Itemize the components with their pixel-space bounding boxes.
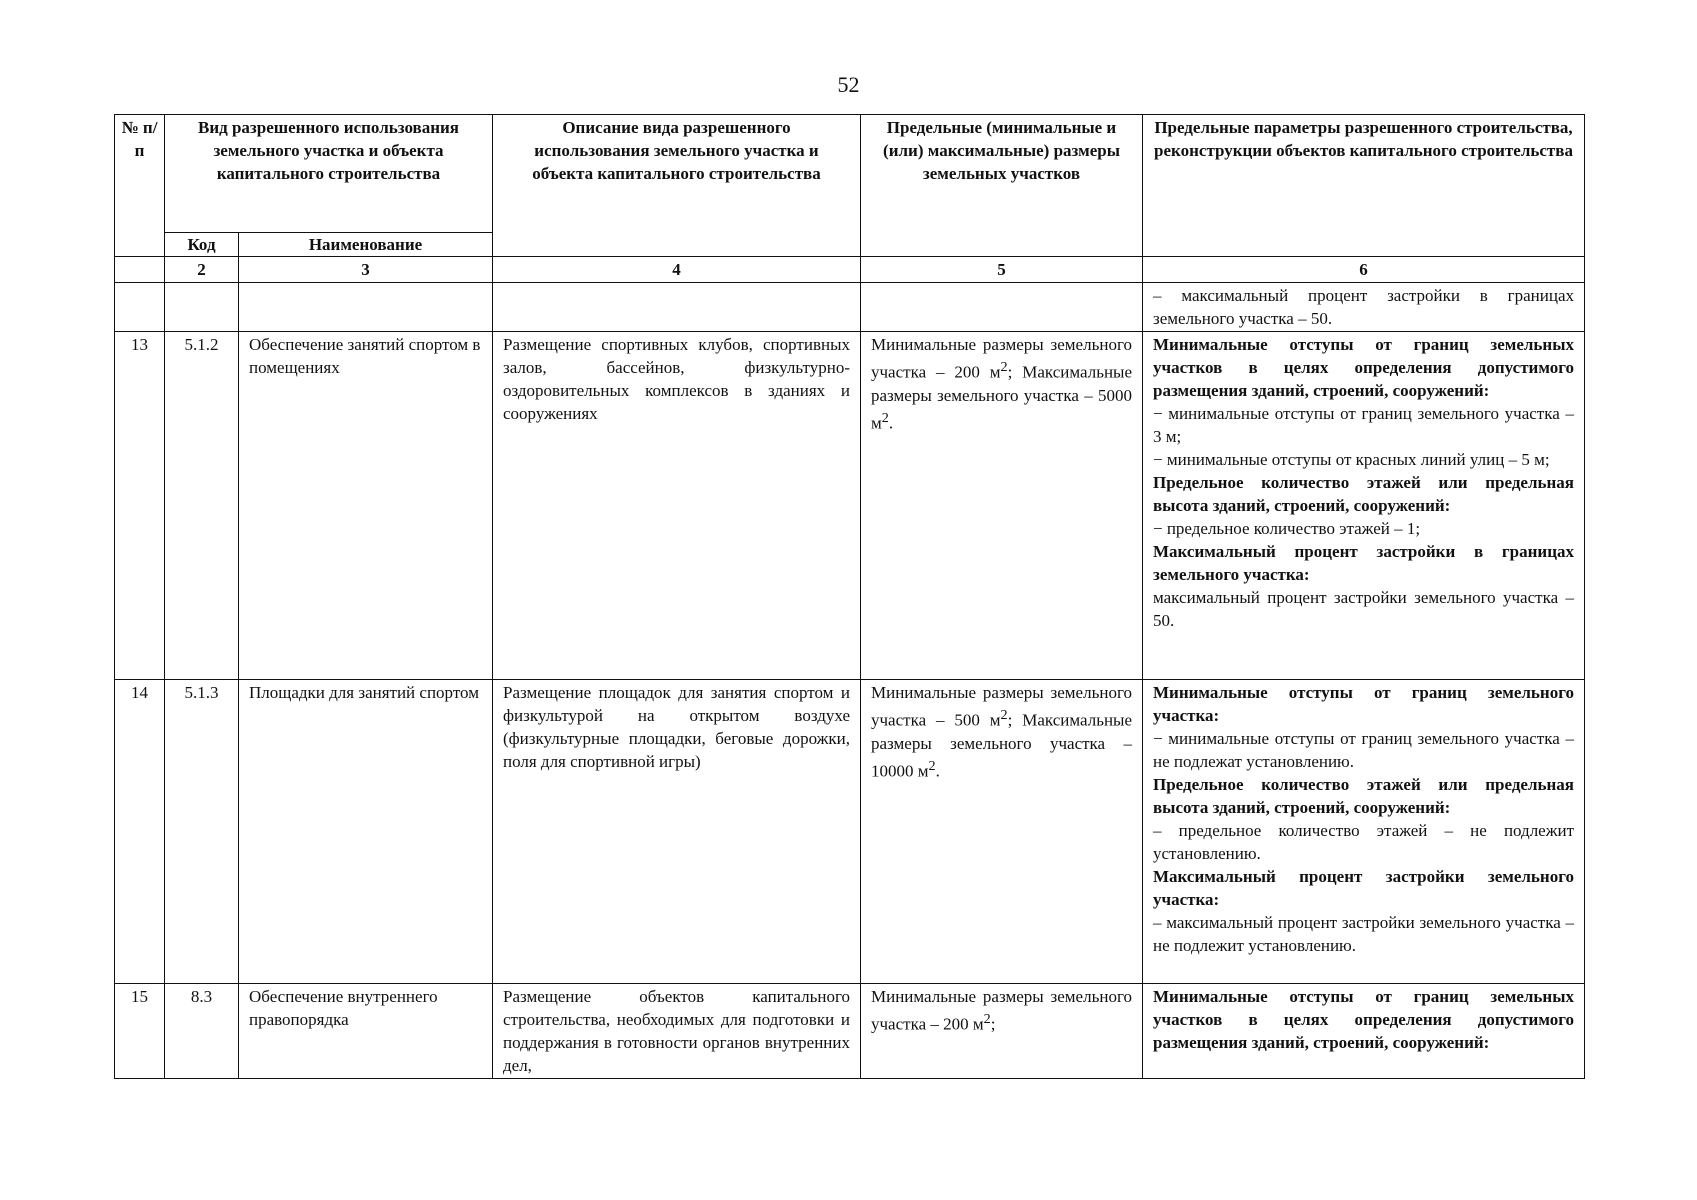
- continuation-params: – максимальный процент застройки в границах земельного участка – 50.: [1143, 283, 1585, 332]
- size-min: Минимальные размеры земельного участка – 200 м: [871, 335, 1132, 382]
- colnum-5: 5: [861, 257, 1143, 283]
- param-line: Минимальные отступы от границ земельного участка:: [1153, 683, 1574, 725]
- param-line: Минимальные отступы от границ земельных участков в целях определения допустимого размещения зданий, строений, сооружений:: [1153, 987, 1574, 1052]
- param-line: максимальный процент застройки земельного участка – 50.: [1153, 588, 1574, 630]
- header-description: Описание вида разрешенного использования земельного участка и объекта капитального строительства: [493, 115, 861, 257]
- param-line: Предельное количество этажей или предельная высота зданий, строений, сооружений:: [1153, 473, 1574, 515]
- row-description: Размещение спортивных клубов, спортивных залов, бассейнов, физкультурно-оздоровительных комплексов в зданиях и сооружениях: [493, 332, 861, 680]
- param-line: Предельное количество этажей или предельная высота зданий, строений, сооружений:: [1153, 775, 1574, 817]
- colnum-4: 4: [493, 257, 861, 283]
- row-description: Размещение площадок для занятия спортом и физкультурой на открытом воздухе (физкультурные площадки, беговые дорожки, поля для спортивной игры): [493, 680, 861, 984]
- param-line: − предельное количество этажей – 1;: [1153, 519, 1421, 538]
- row-code: 8.3: [165, 984, 239, 1079]
- colnum-2: 2: [165, 257, 239, 283]
- param-line: Максимальный процент застройки в границах земельного участка:: [1153, 542, 1574, 584]
- column-number-row: [115, 257, 1585, 283]
- table-row: [115, 984, 1585, 1079]
- header-sizes: Предельные (минимальные и (или) максимальные) размеры земельных участков: [861, 115, 1143, 257]
- header-naimenovanie: Наименование: [239, 233, 493, 257]
- colnum-6: 6: [1143, 257, 1585, 283]
- row-num: 15: [115, 984, 165, 1079]
- table-row: [115, 680, 1585, 984]
- row-name: Обеспечение занятий спортом в помещениях: [239, 332, 493, 680]
- colnum-3: 3: [239, 257, 493, 283]
- size-max: Максимальные размеры земельного участка – 10000 м: [871, 710, 1133, 781]
- row-num: 14: [115, 680, 165, 984]
- header-row: [115, 115, 1585, 233]
- row-code: 5.1.3: [165, 680, 239, 984]
- header-kod: Код: [165, 233, 239, 257]
- header-params: Предельные параметры разрешенного строительства, реконструкции объектов капитального строительства: [1143, 115, 1585, 257]
- size-min: Минимальные размеры земельного участка – 200 м: [871, 987, 1132, 1034]
- param-line: − минимальные отступы от границ земельного участка – 3 м;: [1153, 404, 1574, 446]
- row-name: Площадки для занятий спортом: [239, 680, 493, 984]
- row-sizes: Минимальные размеры земельного участка – 200 $м^2$;: [861, 984, 1143, 1079]
- table-row: [115, 332, 1585, 680]
- param-line: − минимальные отступы от красных линий улиц – 5 м;: [1153, 450, 1550, 469]
- land-use-table: [114, 114, 1585, 1079]
- param-line: Максимальный процент застройки земельного участка:: [1153, 867, 1574, 909]
- param-line: – максимальный процент застройки земельного участка – не подлежит установлению.: [1153, 913, 1574, 955]
- row-params: [1143, 680, 1585, 984]
- colnum-1: [115, 257, 165, 283]
- param-line: – предельное количество этажей – не подлежит установлению.: [1153, 821, 1574, 863]
- row-sizes: Минимальные размеры земельного участка – 500 $м^2$; Максимальные размеры земельного участка – 10000 $м^2$.: [861, 680, 1143, 984]
- row-description: Размещение объектов капитального строительства, необходимых для подготовки и поддержания в готовности органов внутренних дел,: [493, 984, 861, 1079]
- size-max: Максимальные размеры земельного участка – 5000 м: [871, 362, 1133, 433]
- header-num: № п/п: [115, 115, 165, 257]
- param-line: Минимальные отступы от границ земельных участков в целях определения допустимого размещения зданий, строений, сооружений:: [1153, 335, 1574, 400]
- param-line: − минимальные отступы от границ земельного участка – не подлежат установлению.: [1153, 729, 1574, 771]
- row-sizes: Минимальные размеры земельного участка – 200 $м^2$; Максимальные размеры земельного участка – 5000 $м^2$.: [861, 332, 1143, 680]
- size-min: Минимальные размеры земельного участка – 500 м: [871, 683, 1132, 730]
- page-number: 52: [837, 72, 860, 97]
- row-num: 13: [115, 332, 165, 680]
- header-vid-group: Вид разрешенного использования земельного участка и объекта капитального строительства: [165, 115, 493, 233]
- row-code: 5.1.2: [165, 332, 239, 680]
- row-params: [1143, 984, 1585, 1079]
- continuation-row: [115, 283, 1585, 332]
- row-params: [1143, 332, 1585, 680]
- row-name: Обеспечение внутреннего правопорядка: [239, 984, 493, 1079]
